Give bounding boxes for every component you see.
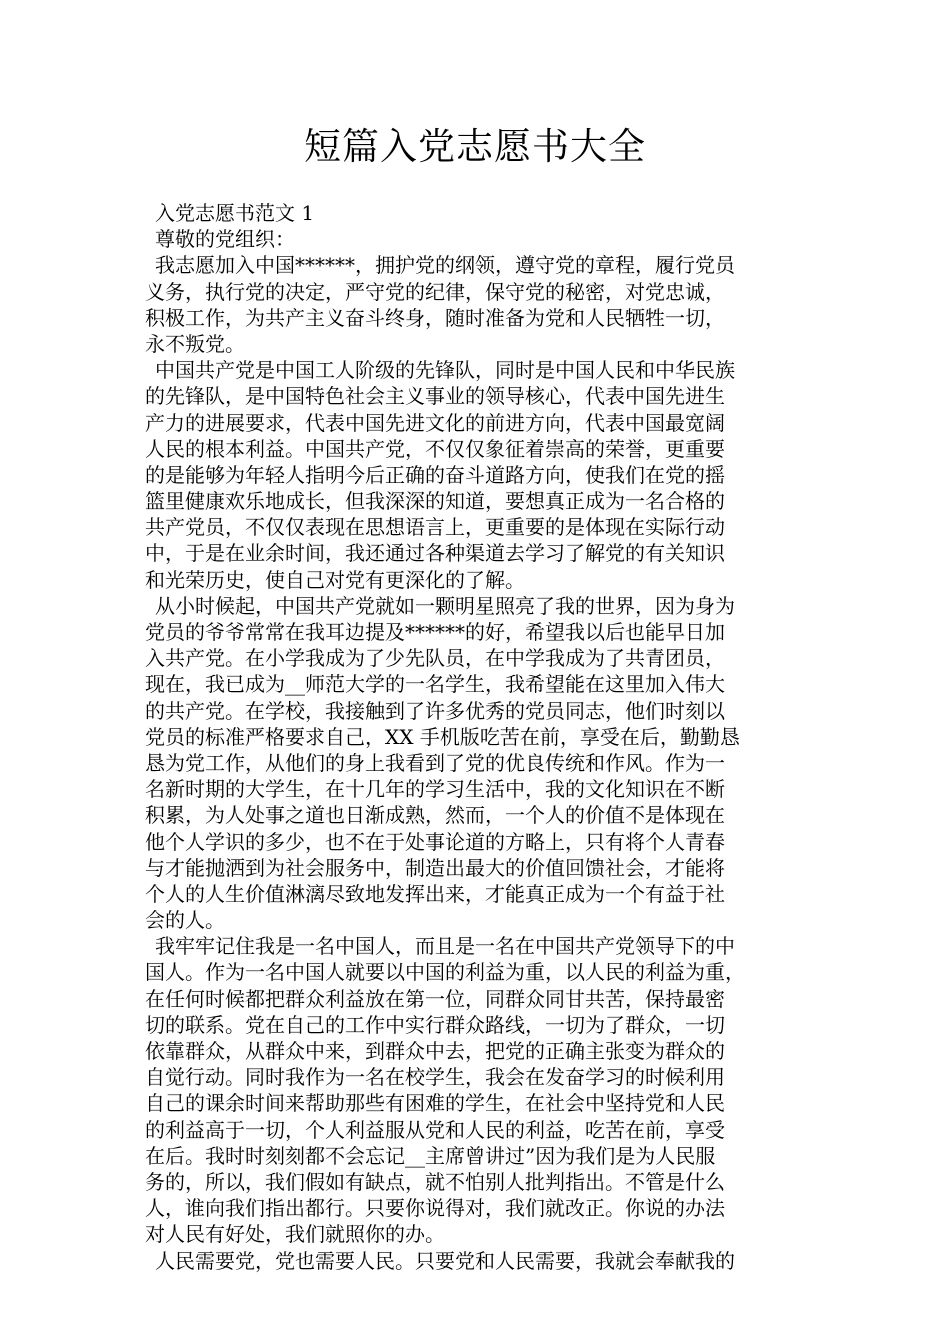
text-line: 尊敬的党组织： (155, 227, 295, 252)
text-line: 自己的课余时间来帮助那些有困难的学生，在社会中坚持党和人民 (145, 1091, 725, 1116)
text-line: 依靠群众，从群众中来，到群众中去，把党的正确主张变为群众的 (145, 1039, 725, 1063)
text-line: 积累，为人处事之道也日渐成熟，然而，一个人的价值不是体现在 (145, 803, 725, 828)
text-line: 的共产党。在学校，我接触到了许多优秀的党员同志，他们时刻以 (145, 698, 725, 723)
text-line: 现在，我已成为__师范大学的一名学生，我希望能在这里加入伟大 (145, 672, 725, 697)
text-line: 的利益高于一切，个人利益服从党和人民的利益，吃苦在前，享受 (145, 1117, 725, 1142)
text-line: 党员的标准严格要求自己，XX 手机版吃苦在前，享受在后，勤勤恳 (145, 724, 740, 749)
text-line: 切的联系。党在自己的工作中实行群众路线，一切为了群众，一切 (145, 1012, 725, 1037)
text-line: 入党志愿书范文 1 (155, 201, 315, 225)
document-title: 短篇入党志愿书大全 (304, 125, 646, 168)
text-line: 名新时期的大学生，在十几年的学习生活中，我的文化知识在不断 (145, 777, 725, 802)
text-line: 人，谁向我们指出都行。只要你说得对，我们就改正。你说的办法 (145, 1196, 725, 1221)
text-line: 义务，执行党的决定，严守党的纪律，保守党的秘密，对党忠诚， (145, 279, 725, 304)
text-line: 永不叛党。 (145, 331, 245, 356)
text-line: 产力的进展要求，代表中国先进文化的前进方向，代表中国最宽阔 (145, 410, 725, 435)
text-line: 在任何时候都把群众利益放在第一位，同群众同甘共苦，保持最密 (145, 986, 725, 1011)
text-line: 我志愿加入中国******，拥护党的纲领，遵守党的章程，履行党员 (155, 253, 735, 278)
text-line: 对人民有好处，我们就照你的办。 (145, 1222, 445, 1247)
text-line: 人民需要党，党也需要人民。只要党和人民需要，我就会奉献我的 (155, 1248, 735, 1273)
text-line: 恳为党工作，从他们的身上我看到了党的优良传统和作风。作为一 (145, 750, 725, 775)
text-line: 党员的爷爷常常在我耳边提及******的好，希望我以后也能早日加 (145, 620, 725, 644)
text-line: 篮里健康欢乐地成长，但我深深的知道，要想真正成为一名合格的 (145, 489, 725, 514)
text-line: 的先锋队，是中国特色社会主义事业的领导核心，代表中国先进生 (145, 384, 725, 409)
text-line: 积极工作，为共产主义奋斗终身，随时准备为党和人民牺牲一切， (145, 305, 725, 330)
text-line: 务的，所以，我们假如有缺点，就不怕别人批判指出。不管是什么 (145, 1169, 725, 1194)
document-body (145, 200, 825, 1274)
text-line: 与才能抛洒到为社会服务中，制造出最大的价值回馈社会，才能将 (145, 855, 725, 880)
text-line: 在后。我时时刻刻都不会忘记__主席曾讲过”因为我们是为人民服 (145, 1143, 716, 1168)
text-line: 会的人。 (145, 908, 225, 933)
text-line: 自觉行动。同时我作为一名在校学生，我会在发奋学习的时候利用 (145, 1065, 725, 1090)
text-line: 入共产党。在小学我成为了少先队员，在中学我成为了共青团员， (145, 646, 725, 671)
text-line: 我牢牢记住我是一名中国人，而且是一名在中国共产党领导下的中 (155, 934, 735, 959)
text-line: 的是能够为年轻人指明今后正确的奋斗道路方向，使我们在党的摇 (145, 462, 725, 487)
text-line: 中，于是在业余时间，我还通过各种渠道去学习了解党的有关知识 (145, 541, 725, 566)
text-line: 个人的人生价值淋漓尽致地发挥出来，才能真正成为一个有益于社 (145, 881, 725, 906)
text-line: 从小时候起，中国共产党就如一颗明星照亮了我的世界，因为身为 (155, 593, 735, 618)
text-line: 他个人学识的多少，也不在于处事论道的方略上，只有将个人青春 (145, 829, 725, 854)
text-line: 国人。作为一名中国人就要以中国的利益为重，以人民的利益为重， (145, 960, 745, 985)
text-line: 和光荣历史，使自己对党有更深化的了解。 (145, 567, 525, 592)
text-line: 中国共产党是中国工人阶级的先锋队，同时是中国人民和中华民族 (155, 358, 735, 383)
text-line: 共产党员，不仅仅表现在思想语言上，更重要的是体现在实际行动 (145, 515, 725, 540)
text-line: 人民的根本利益。中国共产党，不仅仅象征着崇高的荣誉，更重要 (145, 436, 725, 461)
